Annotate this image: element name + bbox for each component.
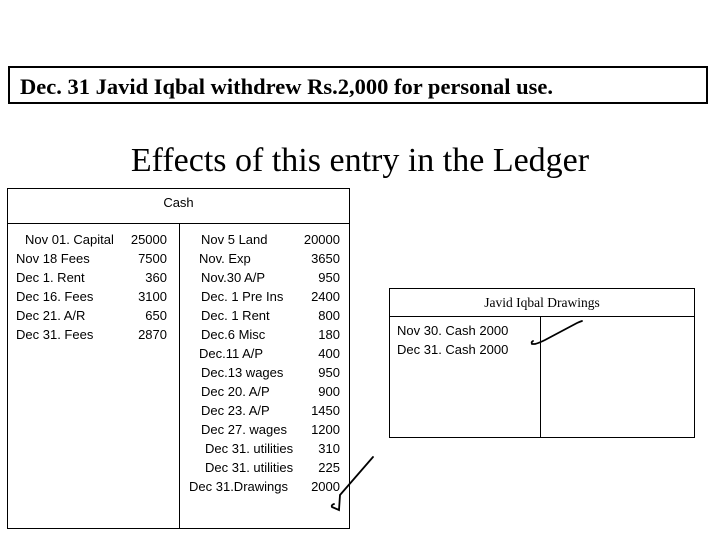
- drawings-header-rule: [390, 316, 694, 317]
- cash-debit-label: Dec 1. Rent: [16, 270, 85, 285]
- cash-debit-amount: 7500: [138, 251, 167, 266]
- transaction-text: Dec. 31 Javid Iqbal withdrew Rs.2,000 for personal use.: [20, 74, 553, 99]
- cash-debit-amount: 650: [145, 308, 167, 323]
- cash-credit-amount: 950: [318, 365, 340, 380]
- cash-credit-amount: 800: [318, 308, 340, 323]
- drawings-debit-entry: Nov 30. Cash 2000: [397, 323, 509, 338]
- cash-account-title: Cash: [163, 195, 194, 210]
- cash-credit-label: Dec.11 A/P: [199, 346, 264, 361]
- cash-credit-label: Dec 31. utilities: [205, 460, 294, 475]
- cash-debit-label: Dec 31. Fees: [16, 327, 94, 342]
- cash-credit-amount: 180: [318, 327, 340, 342]
- cash-credit-amount: 3650: [311, 251, 340, 266]
- cash-credit-label: Dec. 1 Rent: [201, 308, 270, 323]
- cash-t-account: [7, 188, 350, 529]
- cash-debit-label: Dec 21. A/R: [16, 308, 86, 323]
- cash-credit-amount: 2400: [311, 289, 340, 304]
- cash-credit-label: Dec 20. A/P: [201, 384, 270, 399]
- cash-debit-label: Nov 01. Capital: [25, 232, 114, 247]
- cash-credit-label: Nov. Exp: [199, 251, 251, 266]
- cash-credit-amount: 900: [318, 384, 340, 399]
- cash-credit-amount: 400: [318, 346, 340, 361]
- cash-credit-label: Nov.30 A/P: [201, 270, 266, 285]
- cash-credit-amount: 1200: [311, 422, 340, 437]
- cash-credit-label: Dec.13 wages: [201, 365, 284, 380]
- drawings-t-account: [389, 288, 695, 438]
- cash-credit-amount: 2000: [311, 479, 340, 494]
- cash-debit-label: Dec 16. Fees: [16, 289, 94, 304]
- cash-debit-amount: 360: [145, 270, 167, 285]
- cash-credit-amount: 310: [318, 441, 340, 456]
- cash-debit-amount: 2870: [138, 327, 167, 342]
- cash-credit-amount: 1450: [311, 403, 340, 418]
- cash-credit-label: Nov 5 Land: [201, 232, 268, 247]
- drawings-account-title: Javid Iqbal Drawings: [484, 295, 600, 310]
- cash-credit-label: Dec 27. wages: [201, 422, 287, 437]
- cash-debit-amount: 3100: [138, 289, 167, 304]
- page-title: Effects of this entry in the Ledger: [130, 142, 590, 179]
- transaction-banner: [8, 66, 708, 104]
- cash-credit-label: Dec 31.Drawings: [189, 479, 288, 494]
- cash-drawings-check-icon: [318, 455, 378, 515]
- cash-credit-label: Dec.6 Misc: [201, 327, 266, 342]
- drawings-debit-entry: Dec 31. Cash 2000: [397, 342, 509, 357]
- drawings-check-icon: [525, 318, 585, 358]
- cash-credit-amount: 950: [318, 270, 340, 285]
- cash-credit-label: Dec 31. utilities: [205, 441, 294, 456]
- cash-debit-label: Nov 18 Fees: [16, 251, 90, 266]
- cash-credit-amount: 225: [318, 460, 340, 475]
- cash-credit-label: Dec. 1 Pre Ins: [201, 289, 284, 304]
- cash-credit-label: Dec 23. A/P: [201, 403, 270, 418]
- cash-debit-amount: 25000: [130, 232, 167, 247]
- cash-credit-amount: 20000: [303, 232, 340, 247]
- cash-center-rule: [179, 223, 180, 528]
